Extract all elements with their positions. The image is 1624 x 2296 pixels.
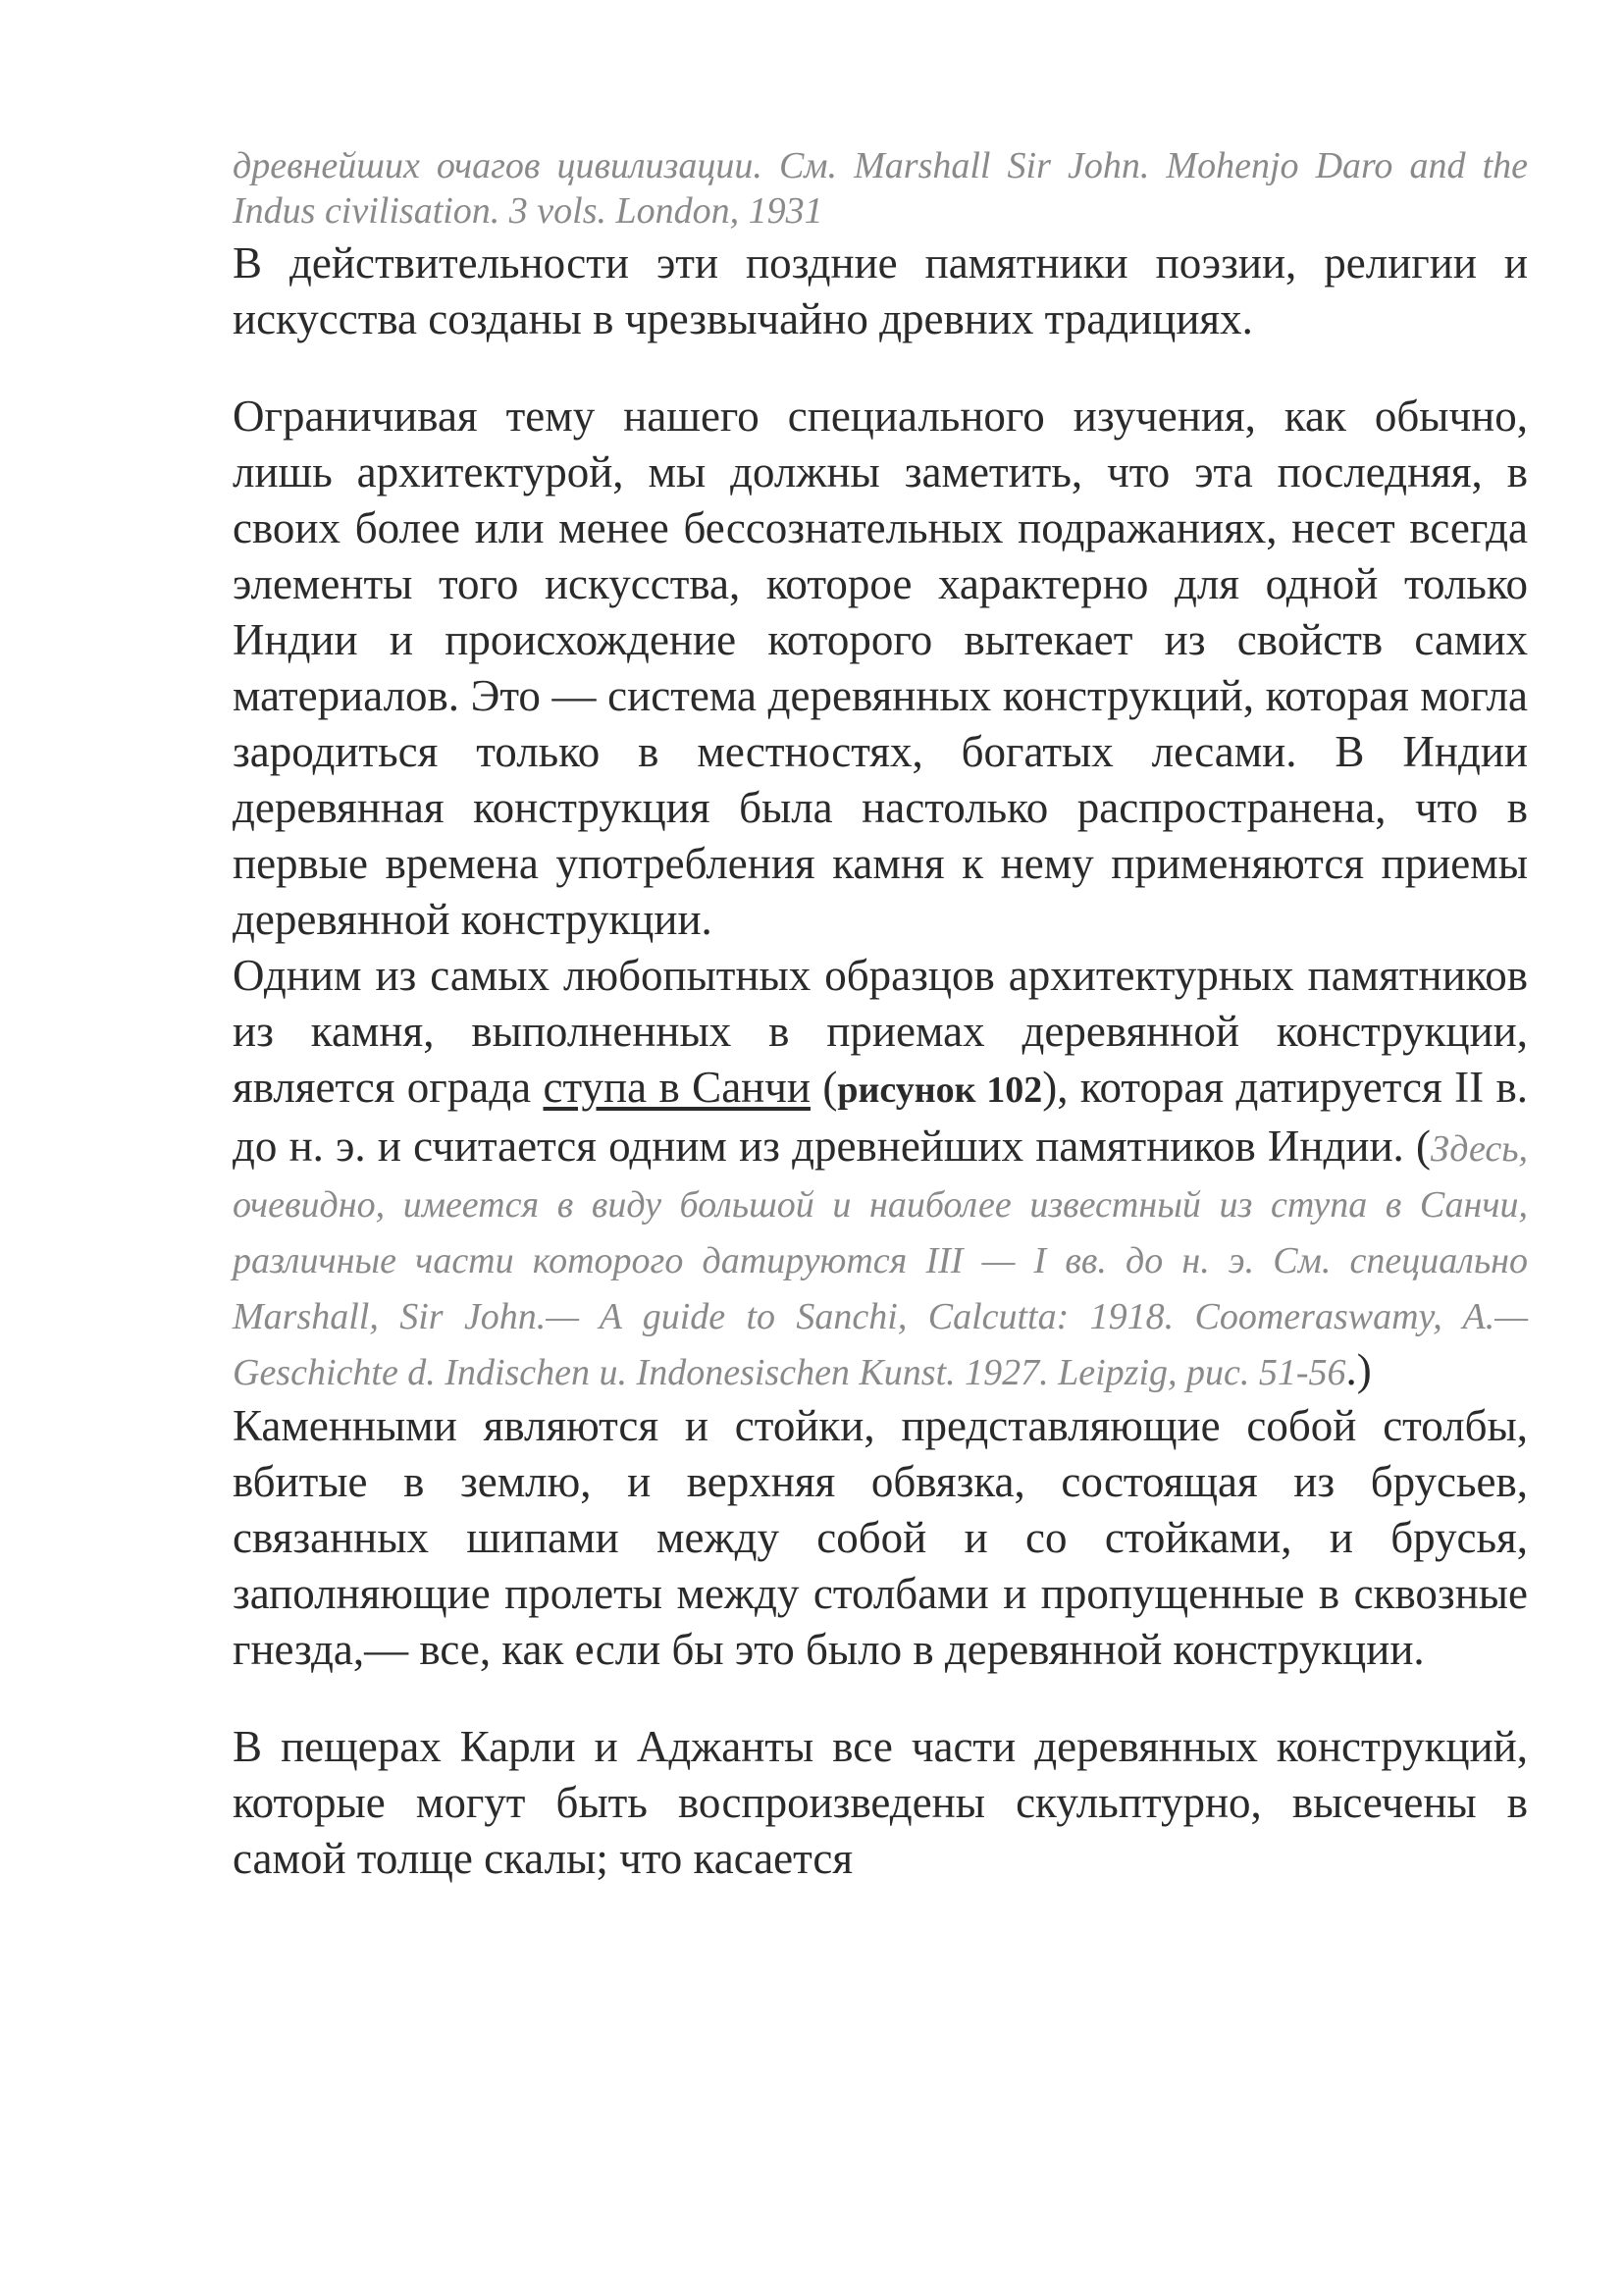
paragraph-3-paren-close: ), bbox=[1042, 1063, 1069, 1112]
document-page bbox=[233, 143, 1528, 1887]
paragraph-3 bbox=[233, 948, 1528, 1398]
paragraph-3-text-after: которая датируется II в. до н. э. и считается одним из древнейших памятников Индии. ( bbox=[233, 1063, 1528, 1171]
inline-footnote: Здесь, очевидно, имеется в виду большой и наиболее известный из ступа в Санчи, различные части которого датируются III — I вв. до н. э. См. специально Marshall, Sir John.— A guide to Sanchi, Calcutta: 1918. Coomeraswamy, A.— Geschichte d. Indischen u. Indonesischen Kunst. 1927. Leipzig, рис. 51-56 bbox=[233, 1128, 1528, 1393]
paragraph-3-paren-open: ( bbox=[810, 1063, 838, 1112]
footnote-continuation: древнейших очагов цивилизации. См. Marshall Sir John. Mohenjo Daro and the Indus civilisation. 3 vols. London, 1931 bbox=[233, 145, 1528, 232]
paragraph-1: В действительности эти поздние памятники поэзии, религии и искусства созданы в чрезвычайно древних традициях. bbox=[233, 238, 1528, 343]
paragraph-3-text-before-link: Одним из самых любопытных образцов архитектурных памятников из камня, выполненных в приемах деревянной конструкции, является ограда bbox=[233, 951, 1528, 1112]
paragraph-5: В пещерах Карли и Аджанты все части деревянных конструкций, которые могут быть воспроизведены скульптурно, высечены в самой толще скалы; что касается bbox=[233, 1722, 1528, 1883]
paragraph-3-close: .) bbox=[1345, 1345, 1372, 1394]
paragraph-4: Каменными являются и стойки, представляющие собой столбы, вбитые в землю, и верхняя обвязка, состоящая из брусьев, связанных шипами между собой и со стойками, и брусья, заполняющие пролеты между столбами и пропущенные в сквозные гнезда,— все, как если бы это было в деревянной конструкции. bbox=[233, 1401, 1528, 1674]
paragraph-2: Ограничивая тему нашего специального изучения, как обычно, лишь архитектурой, мы должны заметить, что эта последняя, в своих более или менее бессознательных подражаниях, несет всегда элементы того искусства, которое характерно для одной только Индии и происхождение которого вытекает из свойств самих материалов. Это — система деревянных конструкций, которая могла зародиться только в местностях, богатых лесами. В Индии деревянная конструкция была настолько распространена, что в первые времена употребления камня к нему применяются приемы деревянной конструкции. bbox=[233, 391, 1528, 944]
stupa-sanchi-link[interactable]: ступа в Санчи bbox=[543, 1063, 811, 1112]
figure-reference: рисунок 102 bbox=[837, 1070, 1043, 1111]
